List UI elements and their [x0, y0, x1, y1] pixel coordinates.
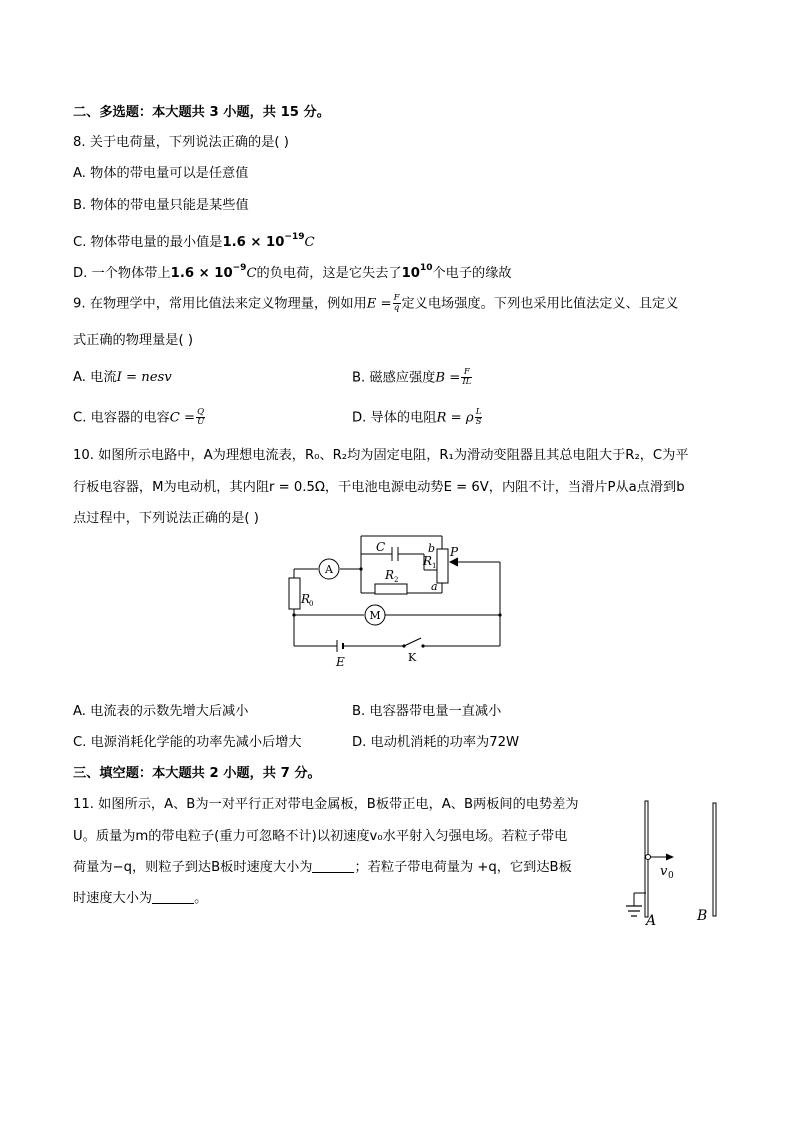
q9-option-b: [352, 368, 473, 389]
q10-option-b: B. 电容器带电量一直减小: [352, 704, 502, 719]
section-header-fill-blank: 三、填空题：本大题共 2 小题，共 7 分。: [73, 766, 321, 781]
q11-line2: U。质量为m的带电粒子(重力可忽略不计)以初速度v₀水平射入匀强电场。若粒子带电: [73, 829, 568, 844]
q9-d-den: S: [475, 417, 482, 427]
r0-label: R: [301, 592, 311, 606]
plate-b-label: B: [697, 908, 708, 924]
q9-option-d-text: D. 导体的电阻: [352, 410, 437, 426]
q9-option-a: [73, 368, 172, 388]
motor-label: M: [369, 609, 381, 622]
q9-e-lhs: E =: [366, 296, 392, 312]
q9-option-d: [352, 408, 483, 429]
end-a-label: a: [431, 580, 438, 593]
q10-option-a: A. 电流表的示数先增大后减小: [73, 704, 249, 719]
q8-option-d-mid: 的负电荷，这是它失去了: [256, 266, 402, 281]
q9-stem-line1: [73, 294, 678, 315]
q8-option-d-suffix: 个电子的缘故: [432, 266, 512, 281]
q8-c-value: 1.6 × 10: [222, 235, 285, 250]
q10-stem-line1: 10. 如图所示电路中，A为理想电流表，R₀、R₂均为固定电阻，R₁为滑动变阻器且其总电阻大于R₂，C为平: [73, 448, 689, 463]
ammeter-label: A: [325, 563, 333, 576]
q9-b-lhs: B =: [435, 370, 461, 386]
q10-stem-line2: 行板电容器，M为电动机，其内阻r = 0.5Ω，干电池电源电动势E = 6V，内阻不计，当滑片P从a点滑到b: [73, 480, 685, 495]
q9-b-fraction: [461, 368, 472, 387]
r0-sub: 0: [309, 600, 314, 608]
q9-d-lhs: R = ρ: [436, 410, 474, 426]
battery-label: E: [336, 655, 345, 669]
q9-stem-line2: 式正确的物理量是( ): [73, 333, 193, 348]
end-b-label: b: [428, 542, 436, 555]
q8-option-b: B. 物体的带电量只能是某些值: [73, 198, 249, 213]
capacitor-label: C: [376, 540, 386, 554]
q9-stem-1b: 定义电场强度。下列也采用比值法定义、且定义: [401, 296, 679, 312]
q11-line3b: ；若粒子带电荷量为 +q，它到达B板: [354, 860, 572, 875]
q8-d-value: 1.6 × 10: [170, 266, 233, 281]
q9-b-den: IL: [462, 377, 472, 387]
r1-label: R: [423, 554, 433, 568]
r2-sub: 2: [394, 576, 399, 584]
q8-d-count: 10: [401, 266, 420, 281]
q11-line4a: 时速度大小为: [73, 891, 153, 906]
q8-option-a: A. 物体的带电量可以是任意值: [73, 166, 249, 181]
q9-option-a-text: A. 电流: [73, 370, 117, 385]
q9-e-den: q: [393, 303, 400, 313]
q9-d-fraction: [475, 408, 483, 427]
q8-option-d: [73, 258, 512, 284]
q9-b-num: F: [461, 368, 472, 378]
q9-a-formula: I = nesv: [116, 370, 172, 385]
plate-a-label: A: [646, 913, 657, 929]
q9-option-b-text: B. 磁感应强度: [352, 370, 436, 386]
q8-c-exp: −19: [284, 232, 305, 242]
parallel-plates-diagram: [615, 795, 725, 930]
q11-line3a: 荷量为−q，则粒子到达B板时速度大小为: [73, 860, 313, 875]
r2-label: R: [385, 568, 395, 582]
q8-option-c: [73, 227, 315, 253]
velocity-label: v: [660, 864, 668, 879]
q8-d-exp: −9: [232, 263, 247, 273]
q9-e-fraction: [393, 294, 401, 313]
q9-option-c-text: C. 电容器的电容: [73, 410, 170, 426]
q9-c-lhs: C =: [169, 410, 196, 426]
q11-line1: 11. 如图所示，A、B为一对平行正对带电金属板，B板带正电，A、B两板间的电势差为: [73, 797, 579, 812]
q8-c-unit: C: [304, 235, 315, 250]
q8-option-d-prefix: D. 一个物体带上: [73, 266, 171, 281]
q8-d-count-exp: 10: [419, 263, 433, 273]
q10-stem-line3: 点过程中，下列说法正确的是( ): [73, 511, 259, 526]
circuit-diagram: [270, 528, 520, 673]
section-header-multi-choice: 二、多选题：本大题共 3 小题，共 15 分。: [73, 105, 330, 120]
q11-blank-2[interactable]: [152, 891, 194, 904]
velocity-sub: 0: [668, 871, 674, 881]
switch-label: K: [408, 651, 417, 664]
q10-option-c: C. 电源消耗化学能的功率先减小后增大: [73, 735, 302, 750]
q8-d-unit: C: [246, 266, 257, 281]
q9-d-num: L: [475, 407, 482, 417]
q9-option-c: [73, 408, 206, 429]
q11-line4b: 。: [194, 891, 208, 906]
q8-stem: 8. 关于电荷量，下列说法正确的是( ): [73, 135, 289, 150]
q9-c-den: U: [197, 417, 205, 427]
slider-p-label: P: [450, 545, 459, 559]
q8-option-c-text: C. 物体带电量的最小值是: [73, 235, 223, 250]
q11-blank-1[interactable]: [312, 860, 354, 873]
q11-line4: [73, 889, 207, 909]
q10-option-d: D. 电动机消耗的功率为72W: [352, 735, 520, 750]
q9-c-num: Q: [197, 407, 205, 417]
q9-c-fraction: [196, 408, 205, 427]
q11-line3: [73, 858, 572, 878]
q9-e-num: F: [393, 293, 400, 303]
q9-stem-1a: 9. 在物理学中，常用比值法来定义物理量，例如用: [73, 296, 367, 312]
r1-sub: 1: [432, 562, 437, 570]
